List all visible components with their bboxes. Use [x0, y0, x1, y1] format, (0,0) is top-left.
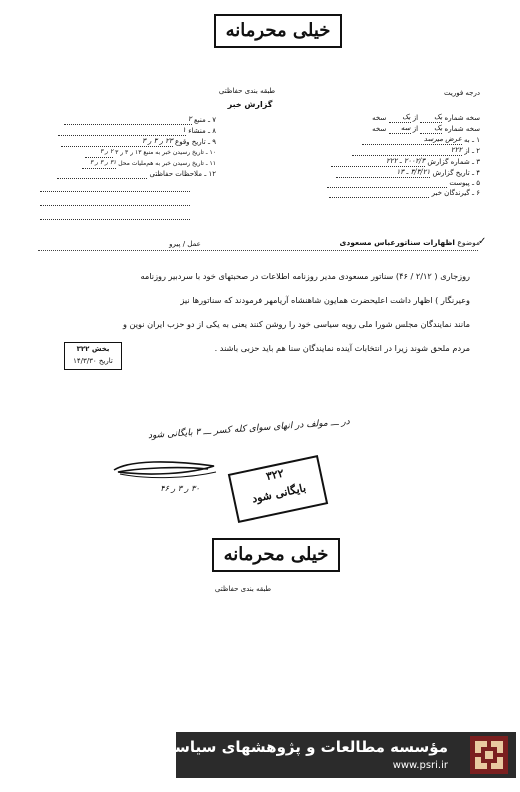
- handwritten-note: در ـــ مولف در انهای سوای کله کسر ـــ ۳ بایگانی شود: [147, 417, 351, 442]
- subject-text: اظهارات سناتورعباس مسعودی: [339, 238, 455, 247]
- left-fields: [40, 114, 216, 179]
- field-attachment: ۵ ـ پیوست: [300, 178, 480, 188]
- subject-divider: [38, 250, 478, 251]
- field-report-date: ۴ ـ تاریخ گزارش ۳/۳/۲۱ ـ ۱۳: [300, 167, 480, 178]
- copy-number-row: سخه شماره یک از یک سخه: [372, 113, 480, 122]
- archive-stamp: [228, 455, 328, 523]
- institute-logo-icon: [470, 736, 508, 774]
- field-report-number: ۳ ـ شماره گزارش ۲۰۰۲/۳ ـ ۲۲۲: [300, 156, 480, 167]
- field-date-received-local: ۱۱ ـ تاریخ رسیدن خبر به هم‌ملیات محل ۳۱ ر ۳ ر ۳: [40, 158, 216, 169]
- subject-arrow-icon: ✓: [478, 236, 487, 247]
- archive-stamp-number: ۳۲۲: [264, 466, 286, 484]
- body-line: وعیرنگار ) اظهار داشت اعلیحضرت همایون شاهنشاه آریامهر فرمودند که سناتورها نیز: [180, 295, 470, 305]
- field-date-received-source: ۱۰ ـ تاریخ رسیدن خبر به منبع ۱۳ ر ۳ ر ۳ ۲ ر ۳: [40, 147, 216, 158]
- section-stamp-date: تاریخ ۱۴/۳/۳۰: [73, 357, 113, 365]
- institute-name: مؤسسه مطالعات و پژوهشهای سیاسی: [159, 738, 448, 756]
- report-title: گزارش خبر: [227, 100, 273, 109]
- top-confidential-stamp: خیلی محرمانه: [214, 14, 342, 48]
- action-label: عمل / پیرو: [169, 240, 201, 248]
- section-stamp-number: بخش ۳۲۲: [76, 345, 110, 353]
- signature-date: ۳۰ ر ۳ ر ۴۶: [160, 484, 200, 493]
- subject-label: موضوع: [457, 238, 480, 247]
- archive-stamp-text: بایگانی شود: [250, 481, 308, 506]
- field-source: ۷ ـ منبع ۲: [40, 114, 216, 125]
- field-event-date: ۹ ـ تاریخ وقوع ۲۳ ر ۳ ر ۳: [40, 136, 216, 147]
- priority-label: درجه فوریت: [444, 89, 480, 97]
- subject-row: [210, 238, 480, 247]
- institute-banner: [159, 732, 516, 778]
- copy-number-row-2: سخه شماره یک از سه سخه: [372, 124, 480, 133]
- body-line: مانند نمایندگان مجلس شورا ملی رویه سیاسی خود را روشن کنند یعنی به یکی از دو حزب ایران نوین و: [122, 319, 470, 329]
- field-origin: ۸ ـ منشاء ۱: [40, 125, 216, 136]
- classification-label: طبقه بندی حفاظتی: [218, 87, 276, 95]
- section-stamp: [64, 342, 122, 370]
- bottom-confidential-stamp: خیلی محرمانه: [212, 538, 340, 572]
- body-line: مردم ملحق شوند زیرا در انتخابات آینده نمایندگان سنا هم باید حزبی باشند .: [214, 343, 470, 353]
- institute-website: www.psri.ir: [392, 760, 448, 771]
- right-fields: [300, 112, 480, 198]
- notes-lines: [40, 178, 190, 220]
- field-to: ۱ ـ به عرض میرسد: [300, 134, 480, 145]
- field-from: ۲ ـ از ۲۲۲: [300, 145, 480, 156]
- field-recipients: ۶ ـ گیرندگان خبر: [300, 188, 480, 198]
- signature-scribble: [110, 456, 220, 486]
- body-line: روزجاری ( ۲/۱۲ / ۴۶) سناتور مسعودی مدیر روزنامه اطلاعات در صحبتهای خود با سردبیر روزنامه: [140, 271, 470, 281]
- bottom-classification-label: طبقه بندی حفاظتی: [214, 585, 272, 593]
- field-security-notes: ۱۲ ـ ملاحظات حفاظتی: [40, 169, 216, 179]
